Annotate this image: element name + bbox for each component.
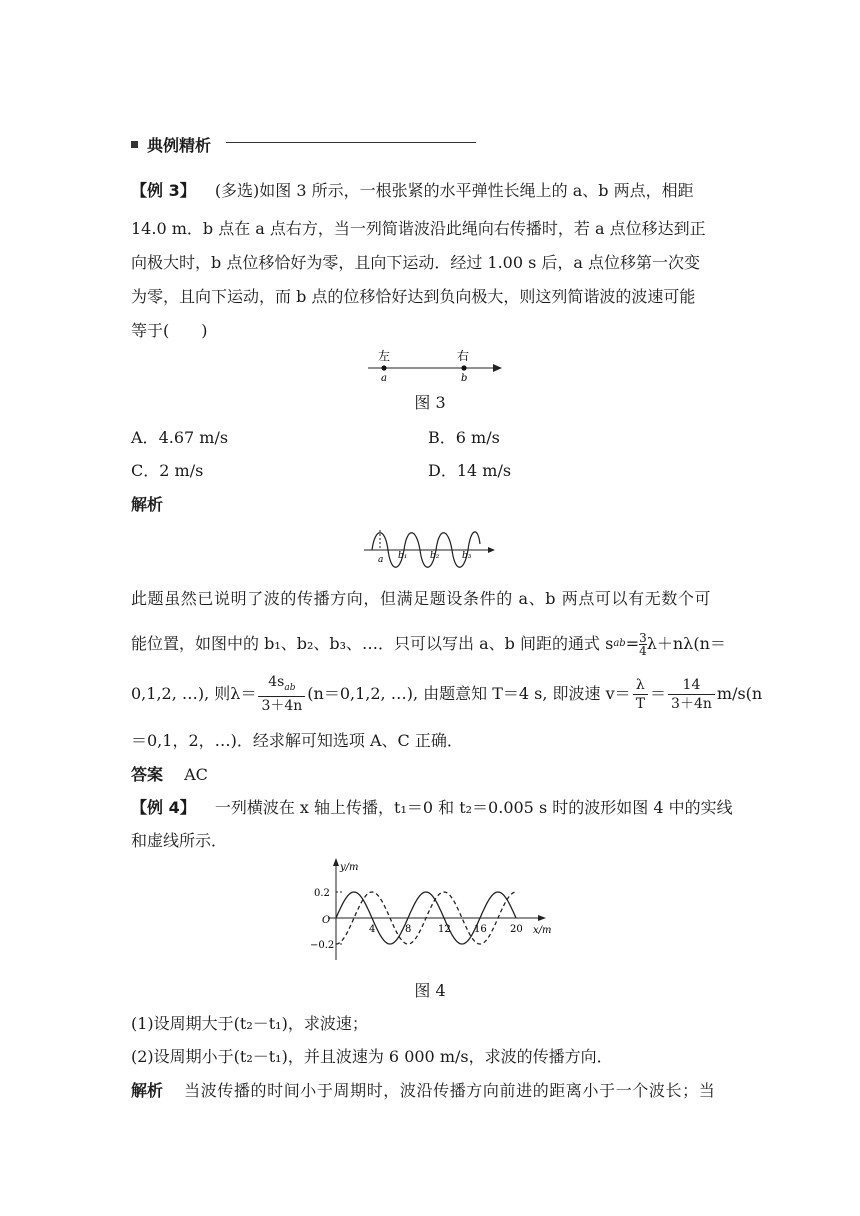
figure-3-rope	[360, 345, 510, 385]
fig3-b-label: b	[461, 373, 468, 384]
analysis-line-4: ＝0,1，2，…)．经求解可知选项 A、C 正确．	[131, 731, 463, 750]
ex4-line-2: 和虚线所示．	[131, 831, 228, 850]
fraction-lambda	[258, 673, 305, 716]
ex4-analysis-label: 解析	[131, 1081, 164, 1100]
wave-b3-label: b₃	[462, 551, 472, 561]
analysis-line-2	[131, 624, 726, 664]
ex4-label: 【例 4】	[131, 798, 196, 817]
analysis-wave-figure	[360, 522, 500, 572]
analysis-line-2-text: 能位置，如图中的 b₁、b₂、b₃、…．只可以写出 a、b 间距的通式 s	[131, 634, 614, 653]
fraction-lambda-t	[633, 676, 648, 713]
section-title: 典例精析	[147, 136, 212, 155]
figure-4-caption: 图 4	[414, 981, 446, 1000]
option-a-text: 4.67 m/s	[158, 428, 229, 447]
point-b	[461, 365, 466, 370]
figure-3-caption: 图 3	[414, 393, 446, 412]
y-axis-label: y/m	[340, 862, 359, 873]
fraction-3-4	[639, 632, 647, 657]
analysis-sab-sub: ab	[613, 638, 626, 649]
option-c[interactable]	[131, 460, 203, 482]
ex3-line-3: 向极大时，b 点位移恰好为零，且向下运动．经过 1.00 s 后，a 点位移第一次变	[131, 253, 701, 272]
y-tick-neg0.2: −0.2	[310, 940, 335, 951]
fraction-lambda-num: $4s_{ab}$	[258, 673, 305, 698]
ex4-question-2: (2)设周期小于(t₂－t₁)，并且波速为 6 000 m/s，求波的传播方向．	[131, 1047, 613, 1066]
x-tick-16: 16	[474, 924, 487, 935]
point-a	[381, 365, 386, 370]
x-tick-12: 12	[438, 924, 451, 935]
option-b-key: B．	[428, 428, 456, 447]
section-rule	[226, 142, 476, 143]
analysis-line-3	[131, 672, 762, 716]
fraction-lambda-t-den: T	[635, 695, 646, 712]
ex3-line-2: 14.0 m．b 点在 a 点右方，当一列简谐波沿此绳向右传播时，若 a 点位移达到正	[131, 219, 706, 238]
option-c-text: 2 m/s	[159, 461, 204, 480]
option-a[interactable]	[131, 427, 228, 449]
option-b-text: 6 m/s	[455, 428, 500, 447]
fig3-right-label: 右	[457, 349, 470, 363]
section-header	[131, 133, 211, 156]
fraction-14-den: 3＋4n	[671, 695, 712, 712]
option-d-key: D．	[428, 461, 457, 480]
ex4-question-1: (1)设周期大于(t₂－t₁)，求波速；	[131, 1014, 368, 1033]
ex3-label: 【例 3】	[131, 181, 196, 200]
fraction-14-num: 14	[668, 676, 715, 695]
arrow-up-icon	[333, 858, 339, 866]
option-c-key: C．	[131, 461, 160, 480]
answer-value: AC	[184, 765, 208, 784]
wave-b2-label: b₂	[430, 551, 440, 561]
wave-b1-label: b₁	[398, 551, 408, 561]
fraction-lambda-t-num: λ	[633, 676, 648, 695]
ex3-answer	[131, 764, 208, 786]
arrow-right-icon	[538, 915, 546, 921]
analysis-line-1: 此题虽然已说明了波的传播方向，但满足题设条件的 a、b 两点可以有无数个可	[131, 589, 712, 608]
analysis-line-3-mid: (n＝0,1,2, …), 由题意知 T＝4 s, 即波速 v＝	[307, 684, 631, 703]
option-a-key: A．	[131, 428, 159, 447]
figure-4-waveform	[300, 856, 560, 968]
fig3-left-label: 左	[378, 349, 391, 363]
analysis-line-2-tail: λ＋nλ(n＝	[646, 634, 726, 653]
y-tick-0.2: 0.2	[314, 888, 330, 899]
analysis-line-3-head: 0,1,2, …), 则λ＝	[131, 684, 257, 703]
analysis-eq-2: ＝	[650, 684, 667, 703]
fig3-a-label: a	[381, 373, 387, 384]
ex3-text-1: (多选)如图 3 所示，一根张紧的水平弹性长绳上的 a、b 两点，相距	[214, 181, 694, 200]
option-b[interactable]	[428, 427, 500, 449]
option-d-text: 14 m/s	[456, 461, 512, 480]
analysis-eq-1: =	[625, 634, 640, 653]
arrow-right-icon	[493, 364, 502, 372]
fraction-lambda-den: 3＋4n	[261, 698, 303, 715]
ex3-line-5: 等于( )	[131, 321, 208, 340]
ex4-line-1	[131, 797, 733, 819]
ex3-line-1	[131, 180, 694, 202]
x-tick-4: 4	[369, 924, 376, 935]
analysis-line-3-tail: m/s(n	[716, 684, 763, 703]
wave-a-label: a	[378, 555, 384, 565]
x-axis-label: x/m	[533, 925, 552, 936]
option-d[interactable]	[428, 460, 511, 482]
answer-label: 答案	[131, 765, 164, 784]
ex4-text-1: 一列横波在 x 轴上传播，t₁＝0 和 t₂＝0.005 s 时的波形如图 4 中的实线	[214, 798, 733, 817]
bullet-square-icon	[131, 141, 138, 148]
x-tick-8: 8	[405, 924, 412, 935]
ex3-analysis-label: 解析	[131, 495, 164, 514]
ex4-analysis-text: 当波传播的时间小于周期时，波沿传播方向前进的距离小于一个波长；当	[184, 1081, 716, 1100]
fraction-3-4-den: 4	[639, 643, 647, 658]
ex4-analysis	[131, 1080, 715, 1102]
arrow-right-icon	[488, 547, 495, 553]
fraction-14	[668, 676, 715, 713]
x-tick-20: 20	[510, 924, 523, 935]
origin-label: O	[322, 915, 331, 926]
ex3-line-4: 为零，且向下运动，而 b 点的位移恰好达到负向极大，则这列简谐波的波速可能	[131, 287, 696, 306]
fraction-3-4-num: 3	[639, 630, 647, 645]
